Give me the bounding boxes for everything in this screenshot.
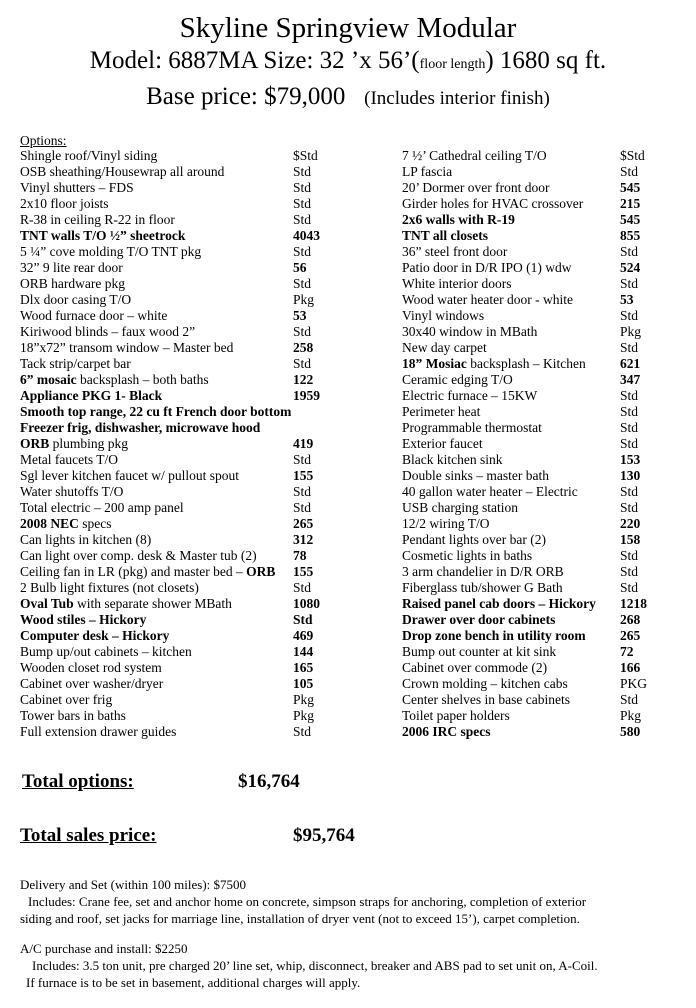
option-price: Std: [620, 580, 639, 595]
option-label: OSB sheathing/Housewrap all around: [20, 164, 225, 179]
option-price: Std: [620, 276, 639, 291]
option-label: Perimeter heat: [402, 404, 481, 419]
option-label: 36” steel front door: [402, 244, 508, 259]
option-row: [402, 228, 672, 244]
option-row: [20, 500, 360, 516]
document-title: Skyline Springview Modular: [179, 12, 517, 44]
option-price: Pkg: [293, 708, 315, 723]
option-row: [402, 436, 672, 452]
option-row: [20, 436, 360, 452]
option-row: [402, 196, 672, 212]
option-row: [20, 324, 360, 340]
option-row: [20, 244, 360, 260]
option-label: Electric furnace – 15KW: [402, 388, 538, 403]
option-row: [402, 612, 672, 628]
option-label: Oval Tub with separate shower MBath: [20, 596, 232, 611]
option-price: 1218: [620, 596, 647, 611]
option-label: Cabinet over commode (2): [402, 660, 548, 675]
option-price: 72: [620, 644, 634, 659]
base-price: Base price: $79,000: [146, 83, 346, 110]
option-row: [20, 676, 360, 692]
option-label: 30x40 window in MBath: [402, 324, 538, 339]
option-row: [402, 644, 672, 660]
base-price-line: [0, 83, 696, 111]
option-label: ORB plumbing pkg: [20, 436, 129, 451]
option-row: [20, 452, 360, 468]
option-price: Std: [620, 692, 639, 707]
option-row: [20, 516, 360, 532]
option-row: [20, 340, 360, 356]
total-sales-value: $95,764: [293, 825, 355, 846]
option-price: Std: [293, 484, 312, 499]
option-price: Std: [293, 276, 312, 291]
option-price: 53: [620, 292, 634, 307]
option-label: 18” Mosiac backsplash – Kitchen: [402, 356, 586, 371]
sqft-text: ) 1680 sq ft.: [485, 47, 607, 74]
option-row: [402, 452, 672, 468]
option-row: [402, 324, 672, 340]
option-row: [20, 212, 360, 228]
option-label: Exterior faucet: [402, 436, 483, 451]
option-row: [20, 356, 360, 372]
option-price: PKG: [620, 676, 648, 691]
ac-section: [20, 940, 598, 991]
option-row: [20, 628, 360, 644]
option-price: Std: [620, 340, 639, 355]
option-label: Black kitchen sink: [402, 452, 503, 467]
option-label: New day carpet: [402, 340, 487, 355]
option-label: Can lights in kitchen (8): [20, 532, 152, 547]
option-row: [402, 340, 672, 356]
option-row: [402, 388, 672, 404]
option-label: 32” 9 lite rear door: [20, 260, 123, 275]
option-row: [402, 276, 672, 292]
base-price-note: (Includes interior finish): [364, 88, 550, 109]
option-price: Pkg: [293, 292, 315, 307]
option-label: Crown molding – kitchen cabs: [402, 676, 568, 691]
option-label: Toilet paper holders: [402, 708, 510, 723]
option-price: 347: [620, 372, 641, 387]
option-row: [402, 468, 672, 484]
option-price: 1080: [293, 596, 320, 611]
option-row: [402, 292, 672, 308]
option-row: [20, 180, 360, 196]
option-price: 621: [620, 356, 641, 371]
option-label: Wooden closet rod system: [20, 660, 162, 675]
option-row: [20, 196, 360, 212]
option-price: Std: [620, 164, 639, 179]
option-label: Wood stiles – Hickory: [20, 612, 147, 627]
option-row: [20, 404, 360, 420]
option-label: Cabinet over washer/dryer: [20, 676, 164, 691]
option-label: 5 ¼” cove molding T/O TNT pkg: [20, 244, 202, 259]
option-row: [402, 180, 672, 196]
option-price: Std: [293, 452, 312, 467]
delivery-includes-cont: siding and roof, set jacks for marriage line, installation of dryer vent (not to exceed 15’), carpet completion.: [20, 911, 580, 926]
option-price: 220: [620, 516, 641, 531]
option-row: [20, 660, 360, 676]
option-price: Std: [620, 548, 639, 563]
option-price: Std: [620, 388, 639, 403]
delivery-section: [20, 876, 586, 927]
option-row: [402, 372, 672, 388]
option-price: Std: [620, 484, 639, 499]
option-price: 1959: [293, 388, 320, 403]
option-label: Smooth top range, 22 cu ft French door bottom: [20, 404, 292, 419]
option-label: 6” mosaic backsplash – both baths: [20, 372, 209, 387]
option-label: 18”x72” transom window – Master bed: [20, 340, 234, 355]
option-row: [402, 724, 672, 740]
option-price: 265: [620, 628, 641, 643]
option-price: 258: [293, 340, 314, 355]
option-price: 56: [293, 260, 307, 275]
option-label: Total electric – 200 amp panel: [20, 500, 184, 515]
option-price: 215: [620, 196, 641, 211]
option-price: 524: [620, 260, 641, 275]
option-price: 144: [293, 644, 314, 659]
option-label: Kiriwood blinds – faux wood 2”: [20, 324, 196, 339]
option-price: Std: [620, 404, 639, 419]
option-label: Computer desk – Hickory: [20, 628, 170, 643]
option-label: Wood water heater door - white: [402, 292, 573, 307]
option-row: [20, 708, 360, 724]
option-price: Std: [620, 244, 639, 259]
option-label: Pendant lights over bar (2): [402, 532, 546, 547]
option-row: [20, 276, 360, 292]
option-price: Std: [293, 212, 312, 227]
option-label: Center shelves in base cabinets: [402, 692, 570, 707]
option-label: TNT all closets: [402, 228, 489, 243]
option-row: [402, 212, 672, 228]
option-row: [402, 404, 672, 420]
option-label: R-38 in ceiling R-22 in floor: [20, 212, 175, 227]
option-label: 2x10 floor joists: [20, 196, 109, 211]
option-row: [20, 292, 360, 308]
option-price: 153: [620, 452, 641, 467]
ac-heading: A/C purchase and install: $2250: [20, 941, 188, 956]
option-row: [20, 260, 360, 276]
option-label: Cabinet over frig: [20, 692, 113, 707]
option-label: Girder holes for HVAC crossover: [402, 196, 584, 211]
option-label: Programmable thermostat: [402, 420, 542, 435]
option-label: 7 ½’ Cathedral ceiling T/O: [402, 148, 547, 163]
option-price: 105: [293, 676, 314, 691]
options-right-column: [402, 148, 672, 740]
option-label: White interior doors: [402, 276, 512, 291]
option-row: [402, 164, 672, 180]
option-row: [402, 308, 672, 324]
option-row: [20, 596, 360, 612]
option-price: Std: [293, 724, 312, 739]
option-row: [402, 500, 672, 516]
option-label: TNT walls T/O ½” sheetrock: [20, 228, 186, 243]
option-price: 268: [620, 612, 641, 627]
option-price: 265: [293, 516, 314, 531]
option-price: 580: [620, 724, 641, 739]
option-label: Vinyl windows: [402, 308, 485, 323]
option-price: 545: [620, 212, 641, 227]
option-label: 2008 NEC specs: [20, 516, 112, 531]
option-price: Std: [293, 324, 312, 339]
option-row: [20, 388, 360, 404]
option-label: USB charging station: [402, 500, 518, 515]
option-price: $Std: [620, 148, 645, 163]
option-row: [20, 420, 360, 436]
total-sales-label: Total sales price:: [20, 825, 157, 846]
option-label: Drop zone bench in utility room: [402, 628, 586, 643]
option-price: Std: [620, 564, 639, 579]
option-label: Tower bars in baths: [20, 708, 126, 723]
option-price: 312: [293, 532, 314, 547]
option-price: Pkg: [620, 708, 642, 723]
option-price: Std: [620, 436, 639, 451]
option-row: [20, 580, 360, 596]
option-price: Std: [620, 308, 639, 323]
option-label: Wood furnace door – white: [20, 308, 168, 323]
option-price: Std: [293, 164, 312, 179]
option-label: Ceiling fan in LR (pkg) and master bed – ORB: [20, 564, 276, 579]
option-label: Water shutoffs T/O: [20, 484, 124, 499]
options-left-column: [20, 148, 360, 740]
options-header: Options:: [20, 133, 67, 148]
option-label: 20’ Dormer over front door: [402, 180, 550, 195]
option-price: Std: [293, 580, 312, 595]
option-price: 419: [293, 436, 314, 451]
delivery-includes: Includes: Crane fee, set and anchor home on concrete, simpson straps for anchoring, completion of exterior: [28, 894, 587, 909]
option-row: [402, 148, 672, 164]
option-label: Cosmetic lights in baths: [402, 548, 533, 563]
option-row: [402, 260, 672, 276]
option-price: 166: [620, 660, 641, 675]
option-price: Std: [293, 196, 312, 211]
option-price: Pkg: [620, 324, 642, 339]
option-label: Ceramic edging T/O: [402, 372, 513, 387]
option-row: [20, 148, 360, 164]
option-label: Bump up/out cabinets – kitchen: [20, 644, 192, 659]
option-price: Std: [293, 244, 312, 259]
option-price: 78: [293, 548, 307, 563]
total-options-value: $16,764: [238, 771, 300, 792]
option-price: Std: [293, 500, 312, 515]
option-row: [402, 580, 672, 596]
option-label: 2x6 walls with R-19: [402, 212, 515, 227]
ac-note: If furnace is to be set in basement, additional charges will apply.: [26, 975, 361, 990]
option-row: [402, 564, 672, 580]
option-row: [20, 724, 360, 740]
option-price: 4043: [293, 228, 320, 243]
option-row: [402, 484, 672, 500]
option-row: [402, 356, 672, 372]
option-row: [402, 244, 672, 260]
option-price: 855: [620, 228, 641, 243]
model-text: Model: 6887MA Size: 32 ’x 56’(: [89, 47, 420, 74]
option-price: 130: [620, 468, 641, 483]
option-label: Full extension drawer guides: [20, 724, 177, 739]
option-label: 40 gallon water heater – Electric: [402, 484, 578, 499]
option-price: Std: [293, 612, 313, 627]
option-row: [402, 660, 672, 676]
option-row: [20, 644, 360, 660]
model-size-line: [0, 47, 696, 75]
option-row: [402, 548, 672, 564]
option-price: Std: [620, 500, 639, 515]
option-row: [402, 516, 672, 532]
option-label: Freezer frig, dishwasher, microwave hood: [20, 420, 261, 435]
option-label: 3 arm chandelier in D/R ORB: [402, 564, 564, 579]
option-label: Sgl lever kitchen faucet w/ pullout spout: [20, 468, 239, 483]
option-label: Raised panel cab doors – Hickory: [402, 596, 596, 611]
option-price: 155: [293, 468, 314, 483]
option-row: [20, 564, 360, 580]
option-label: Double sinks – master bath: [402, 468, 549, 483]
option-label: 2 Bulb light fixtures (not closets): [20, 580, 199, 595]
option-label: Patio door in D/R IPO (1) wdw: [402, 260, 572, 275]
option-row: [402, 532, 672, 548]
option-price: Std: [620, 420, 639, 435]
option-row: [20, 164, 360, 180]
option-row: [20, 468, 360, 484]
option-row: [402, 628, 672, 644]
option-label: 2006 IRC specs: [402, 724, 491, 739]
option-label: Vinyl shutters – FDS: [20, 180, 134, 195]
option-row: [20, 692, 360, 708]
option-row: [20, 484, 360, 500]
option-label: Shingle roof/Vinyl siding: [20, 148, 158, 163]
option-price: 158: [620, 532, 641, 547]
ac-includes: Includes: 3.5 ton unit, pre charged 20’ line set, whip, disconnect, breaker and ABS pad to set unit on, A-Coil.: [32, 958, 598, 973]
option-label: Drawer over door cabinets: [402, 612, 556, 627]
option-label: Can light over comp. desk & Master tub (2): [20, 548, 257, 563]
option-price: Std: [293, 180, 312, 195]
option-label: ORB hardware pkg: [20, 276, 125, 291]
delivery-heading: Delivery and Set (within 100 miles): $7500: [20, 877, 247, 892]
total-options-label: Total options:: [22, 771, 134, 792]
option-price: 122: [293, 372, 314, 387]
option-price: Pkg: [293, 692, 315, 707]
option-label: Dlx door casing T/O: [20, 292, 132, 307]
option-label: Metal faucets T/O: [20, 452, 118, 467]
option-row: [20, 612, 360, 628]
option-row: [402, 596, 672, 612]
option-row: [20, 548, 360, 564]
option-label: Fiberglass tub/shower G Bath: [402, 580, 563, 595]
option-row: [20, 308, 360, 324]
option-price: $Std: [293, 148, 318, 163]
option-row: [20, 372, 360, 388]
option-price: 53: [293, 308, 307, 323]
option-row: [20, 228, 360, 244]
option-label: 12/2 wiring T/O: [402, 516, 490, 531]
option-row: [402, 420, 672, 436]
option-price: Std: [293, 356, 312, 371]
option-price: 165: [293, 660, 314, 675]
option-price: 155: [293, 564, 314, 579]
option-label: Appliance PKG 1- Black: [20, 388, 163, 403]
option-row: [20, 532, 360, 548]
option-price: 469: [293, 628, 314, 643]
floor-length-note: floor length: [419, 57, 486, 72]
option-price: 545: [620, 180, 641, 195]
option-label: Tack strip/carpet bar: [20, 356, 131, 371]
option-label: Bump out counter at kit sink: [402, 644, 557, 659]
option-row: [402, 708, 672, 724]
option-row: [402, 692, 672, 708]
option-row: [402, 676, 672, 692]
option-label: LP fascia: [402, 164, 453, 179]
